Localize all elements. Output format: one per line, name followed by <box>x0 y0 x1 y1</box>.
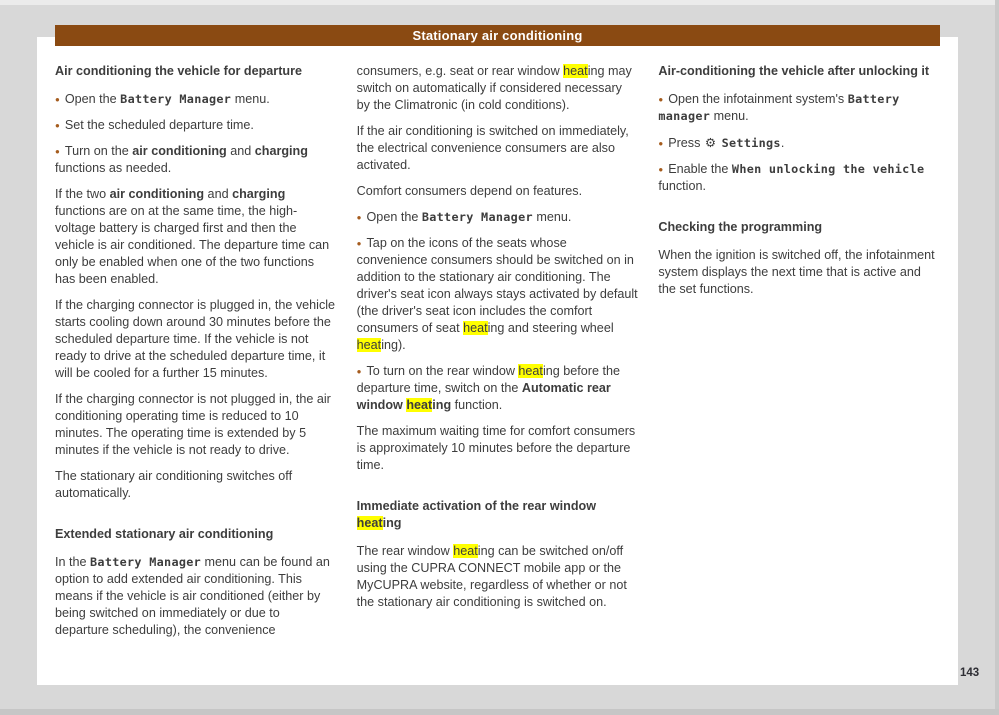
text-segment: function. <box>451 398 503 412</box>
page-number: 143 <box>960 667 980 679</box>
text-segment: and <box>204 187 233 201</box>
text-segment: If the charging connector is plugged in, the vehicle starts cooling down around 30 minutes before the scheduled departure time. If the vehicle is not ready to drive at the scheduled departure time, it will be cooled for a further 15 minutes. <box>55 298 336 380</box>
paragraph <box>357 63 639 114</box>
bullet-dot: ● <box>55 95 60 104</box>
column-1 <box>55 63 337 685</box>
text-segment: and <box>226 144 255 158</box>
text-segment: ing may switch on automatically if considered necessary by the Climatronic (in cold conditions). <box>356 64 632 112</box>
bullet-dot: ● <box>658 95 664 104</box>
text-segment: heat <box>563 64 588 78</box>
bullet-item <box>55 117 337 134</box>
bullet-dot: ● <box>658 139 664 148</box>
paragraph <box>658 247 940 298</box>
bullet-item <box>55 143 337 177</box>
text-columns <box>55 63 940 685</box>
bullet-dot: ● <box>356 213 362 222</box>
bullet-item <box>658 91 940 125</box>
paragraph <box>357 423 639 474</box>
text-segment: Battery manager <box>658 92 900 123</box>
text-segment: If the two <box>55 187 110 201</box>
text-segment: ing <box>432 398 452 412</box>
text-segment: Battery Manager <box>120 92 232 106</box>
window-top-edge <box>0 0 999 5</box>
text-segment: charging <box>232 187 286 201</box>
text-segment: menu. <box>231 92 270 106</box>
text-segment: Open the <box>64 92 121 106</box>
text-segment: consumers, e.g. seat or rear window <box>356 64 564 78</box>
bullet-dot: ● <box>658 165 664 174</box>
bullet-dot: ● <box>356 239 362 248</box>
paragraph <box>55 391 337 459</box>
text-segment: functions as needed. <box>55 161 172 175</box>
bullet-item <box>357 209 639 226</box>
column-3 <box>658 63 940 685</box>
text-segment: heat <box>356 516 383 530</box>
text-segment: heat <box>356 338 382 352</box>
text-segment: Air-conditioning the vehicle after unlocking it <box>658 64 930 78</box>
text-segment: menu can be found an option to add extended air conditioning. This means if the vehicle is air conditioned (either by being switched on immediately or due to departure scheduling), the convenience <box>55 555 330 637</box>
document-page <box>37 37 958 685</box>
text-segment: Extended stationary air conditioning <box>55 527 274 541</box>
section-heading <box>658 63 940 80</box>
text-segment: Turn on the <box>64 144 133 158</box>
text-segment: Open the infotainment system's <box>668 92 848 106</box>
text-segment: When the ignition is switched off, the infotainment system displays the next time that is active and the set functions. <box>658 248 935 296</box>
text-segment: air conditioning <box>109 187 205 201</box>
text-segment: heat <box>518 364 543 378</box>
text-segment: If the charging connector is not plugged in, the air conditioning operating time is reduced to 10 minutes. The operating time is extended by 5 minutes if the vehicle is not ready to drive. <box>55 392 331 457</box>
paragraph <box>357 183 639 200</box>
paragraph <box>55 186 337 288</box>
bullet-item <box>55 91 337 108</box>
bullet-dot: ● <box>356 367 362 376</box>
text-segment: The rear window <box>356 544 454 558</box>
paragraph <box>55 468 337 502</box>
text-segment: air conditioning <box>132 144 227 158</box>
text-segment: To turn on the rear window <box>366 364 519 378</box>
text-segment: Checking the programming <box>658 220 823 234</box>
text-segment: Immediate activation of the rear window <box>356 499 597 513</box>
text-segment: heat <box>463 321 488 335</box>
bullet-dot: ● <box>55 147 60 156</box>
section-heading <box>357 498 639 532</box>
paragraph <box>357 123 639 174</box>
text-segment: . <box>780 136 785 150</box>
text-segment: In the <box>55 555 91 569</box>
text-segment: ing can be switched on/off using the CUPRA CONNECT mobile app or the MyCUPRA website, regardless of whether or not the stationary air conditioning is switched on. <box>356 544 627 609</box>
text-segment: The maximum waiting time for comfort consumers is approximately 10 minutes before the departure time. <box>356 424 636 472</box>
text-segment: The stationary air conditioning switches off automatically. <box>55 469 293 500</box>
text-segment: Battery Manager <box>90 555 202 569</box>
section-heading <box>55 63 337 80</box>
text-segment: charging <box>254 144 308 158</box>
text-segment: If the air conditioning is switched on immediately, the electrical convenience consumers are also activated. <box>356 124 629 172</box>
text-segment: ing <box>382 516 402 530</box>
text-segment: ing). <box>381 338 406 352</box>
text-segment: Press <box>668 136 704 150</box>
text-segment: menu. <box>710 109 749 123</box>
text-segment: functions are on at the same time, the high-voltage battery is charged first and then the vehicle is air conditioned. The departure time can only be enabled when one of the two functions has been enabled. <box>55 204 330 286</box>
section-title: Stationary air conditioning <box>412 28 583 43</box>
paragraph <box>357 543 639 611</box>
section-header-bar <box>55 25 940 46</box>
text-segment: menu. <box>532 210 572 224</box>
bullet-item <box>357 363 639 414</box>
bullet-item <box>357 235 639 354</box>
text-segment: Open the <box>366 210 422 224</box>
text-segment: Automatic rear window <box>356 381 611 412</box>
text-segment: Comfort consumers depend on features. <box>356 184 583 198</box>
window-bottom-edge <box>0 709 999 715</box>
bullet-dot: ● <box>55 121 60 130</box>
text-segment: Enable the <box>668 162 732 176</box>
text-segment: function. <box>658 179 706 193</box>
gear-icon: ⚙ <box>704 135 717 150</box>
window-right-edge <box>995 0 999 715</box>
text-segment: ing and steering wheel <box>487 321 614 335</box>
text-segment: When unlocking the vehicle <box>731 162 925 176</box>
bullet-item <box>658 134 940 152</box>
text-segment: Settings <box>721 136 781 150</box>
text-segment: heat <box>453 544 478 558</box>
text-segment: ing before the departure time, switch on the <box>356 364 620 395</box>
text-segment: Battery Manager <box>421 210 533 224</box>
text-segment: Set the scheduled departure time. <box>64 118 254 132</box>
paragraph <box>55 297 337 382</box>
text-segment: Air conditioning the vehicle for departure <box>55 64 303 78</box>
section-heading <box>55 526 337 543</box>
bullet-item <box>658 161 940 195</box>
paragraph <box>55 554 337 639</box>
section-heading <box>658 219 940 236</box>
column-2 <box>357 63 639 685</box>
text-segment: heat <box>406 398 433 412</box>
text-segment: Tap on the icons of the seats whose convenience consumers should be switched on in addition to the stationary air conditioning. The driver's seat icon always stays activated by default (the driver's seat icon includes the comfort consumers of seat <box>356 236 638 335</box>
